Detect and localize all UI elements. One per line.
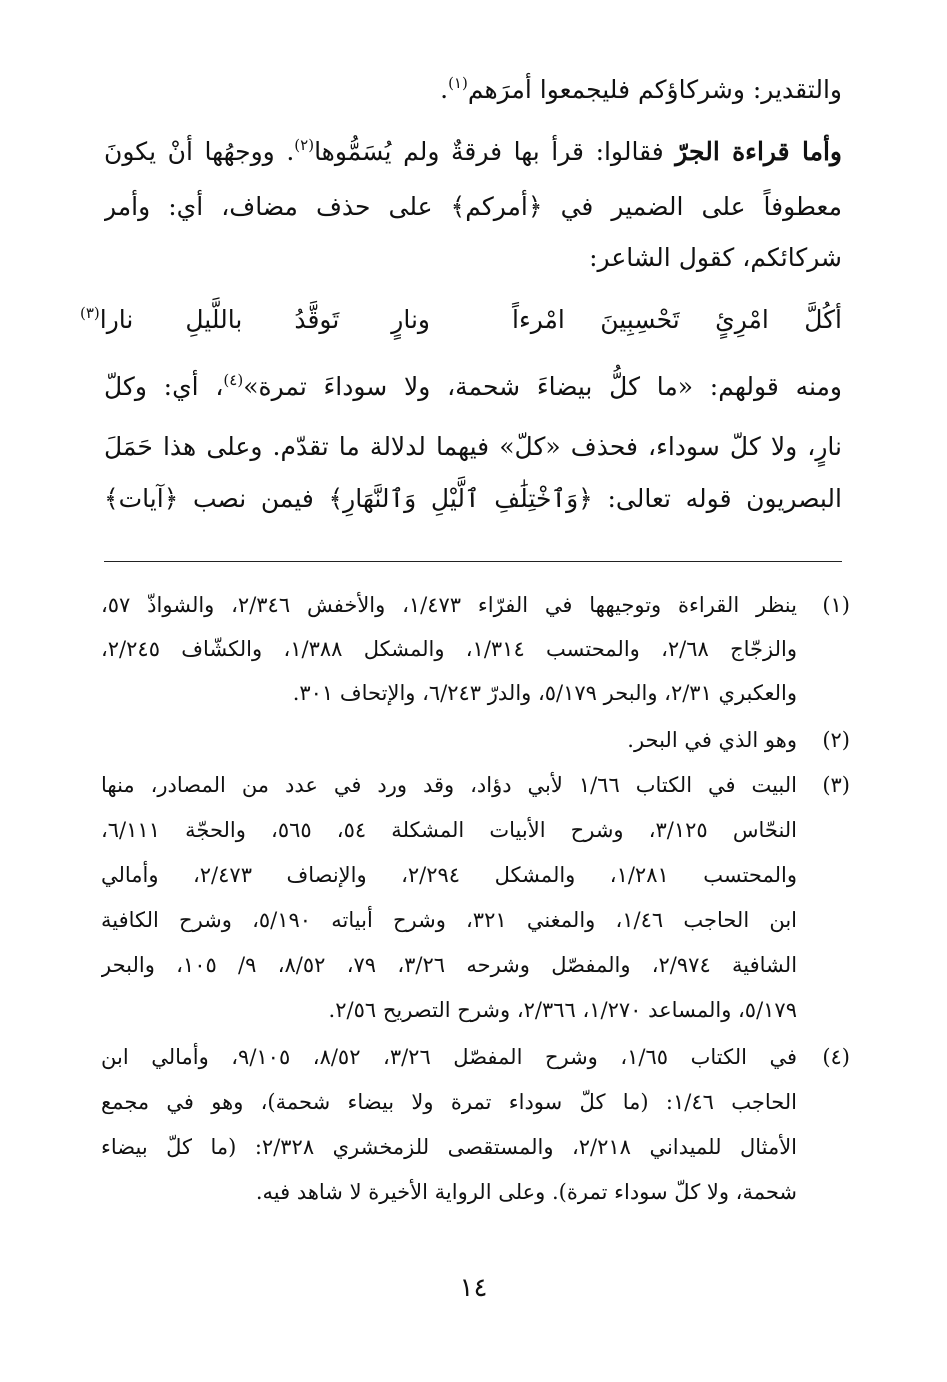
footnote-marker-4: (٤)	[223, 371, 244, 389]
body-line-1-text: والتقدير: وشركاؤكم فليجمعوا أمرَهم	[467, 75, 842, 104]
footnote-3-line-4: ابن الحاجب ١/٤٦، والمغني ٣٢١، وشرح أبياته ٥/١٩٠، وشرح الكافية	[101, 908, 797, 932]
footnote-3-line-3: والمحتسب ١/٢٨١، والمشكل ٢/٢٩٤، والإنصاف ٢/٤٧٣، وأمالي	[101, 863, 797, 887]
footnote-3-line-1: البيت في الكتاب ١/٦٦ لأبي دؤاد، وقد ورد في عدد من المصادر، منها	[101, 773, 797, 797]
body-line-3-text: معطوفاً على الضمير في ﴿أمركم﴾ على حذف مضاف، أي: وأمر	[104, 192, 842, 221]
footnote-1-number: (١)	[822, 593, 850, 617]
body-line-3	[104, 183, 842, 231]
body-line-4-text: شركائكم، كقول الشاعر:	[589, 243, 842, 272]
footnote-3-line-5: الشافية ٢/٩٧٤، والمفصّل وشرحه ٣/٢٦، ٧٩، ٨/٥٢، ٩/ ١٠٥، والبحر	[101, 953, 797, 977]
body-line-2	[104, 128, 842, 176]
body-line-1-end: .	[440, 75, 449, 104]
body-line-2-end: . ووجهُها أنْ يكونَ	[104, 137, 295, 166]
footnote-3-line-2: النحّاس ٣/١٢٥، وشرح الأبيات المشكلة ٥٤، ٥٦٥، والحجّة ٦/١١١،	[101, 818, 797, 842]
body-line-6	[104, 423, 842, 471]
footnote-1-line-3: والعكبري ٢/٣١، والبحر ٥/١٧٩، والدرّ ٦/٢٤٣، والإتحاف ٣٠١.	[292, 681, 797, 705]
verse-right-hemistich: أكُلَّ امْرِئٍ تَحْسِبِينَ امْرءاً	[512, 305, 842, 334]
body-line-6-text: نارٍ، ولا كلّ سوداء، فحذف «كلّ» فيهما لدلالة ما تقدّم. وعلى هذا حَمَلَ	[104, 432, 842, 461]
footnote-marker-3: (٣)	[80, 304, 100, 322]
body-line-5-end: ، أي: وكلّ	[104, 372, 224, 401]
section-lead-bold: وأما قراءة الجرّ	[675, 137, 842, 166]
footnote-4-number: (٤)	[822, 1045, 850, 1069]
page-number: ١٤	[459, 1273, 488, 1303]
footnote-4-line-1: في الكتاب ١/٦٥، وشرح المفصّل ٣/٢٦، ٨/٥٢، ٩/١٠٥، وأمالي ابن	[101, 1045, 797, 1069]
footnote-1-line-2: والزجّاج ٢/٦٨، والمحتسب ١/٣١٤، والمشكل ١/٣٨٨، والكشّاف ٢/٢٤٥،	[101, 637, 797, 661]
body-line-5	[104, 363, 842, 411]
verse-left-hemistich	[80, 296, 430, 344]
body-line-2-text: فقالوا: قرأ بها فرقةٌ ولم يُسَمُّوها	[314, 137, 676, 166]
footnote-3-number: (٣)	[822, 773, 850, 797]
footnote-separator	[104, 561, 842, 562]
body-line-7	[104, 475, 842, 523]
footnote-3-line-6: ٥/١٧٩، والمساعد ١/٢٧٠، ٢/٣٦٦، وشرح التصريح ٢/٥٦.	[328, 998, 797, 1022]
footnote-2-line-1: وهو الذي في البحر.	[627, 728, 797, 752]
body-line-1	[104, 66, 842, 114]
footnote-marker-1: (١)	[448, 74, 468, 92]
verse-left-text: ونارٍ تَوقَّدُ باللَّيلِ نارا	[99, 305, 430, 334]
footnote-4-line-2: الحاجب ١/٤٦: (ما كلّ سوداء تمرة ولا بيضاء شحمة)، وهو في مجمع	[101, 1090, 797, 1114]
body-line-5-text: ومنه قولهم: «ما كلُّ بيضاءَ شحمة، ولا سوداءَ تمرة»	[243, 372, 842, 401]
footnote-4-line-4: شحمة، ولا كلّ سوداء تمرة). وعلى الرواية الأخيرة لا شاهد فيه.	[255, 1180, 797, 1204]
body-line-7-text: البصريون قوله تعالى: ﴿وَٱخْتِلَٰفِ ٱلَّيْلِ وَٱلنَّهَارِ﴾ فيمن نصب ﴿آيات﴾	[104, 484, 842, 513]
body-line-4	[104, 234, 842, 282]
footnote-2-number: (٢)	[822, 728, 850, 752]
footnote-marker-2: (٢)	[294, 136, 315, 154]
footnote-4-line-3: الأمثال للميداني ٢/٢١٨، والمستقصى للزمخشري ٢/٣٢٨: (ما كلّ بيضاء	[101, 1135, 797, 1159]
footnote-1-line-1: ينظر القراءة وتوجيهها في الفرّاء ١/٤٧٣، والأخفش ٢/٣٤٦، والشواذّ ٥٧،	[101, 593, 797, 617]
